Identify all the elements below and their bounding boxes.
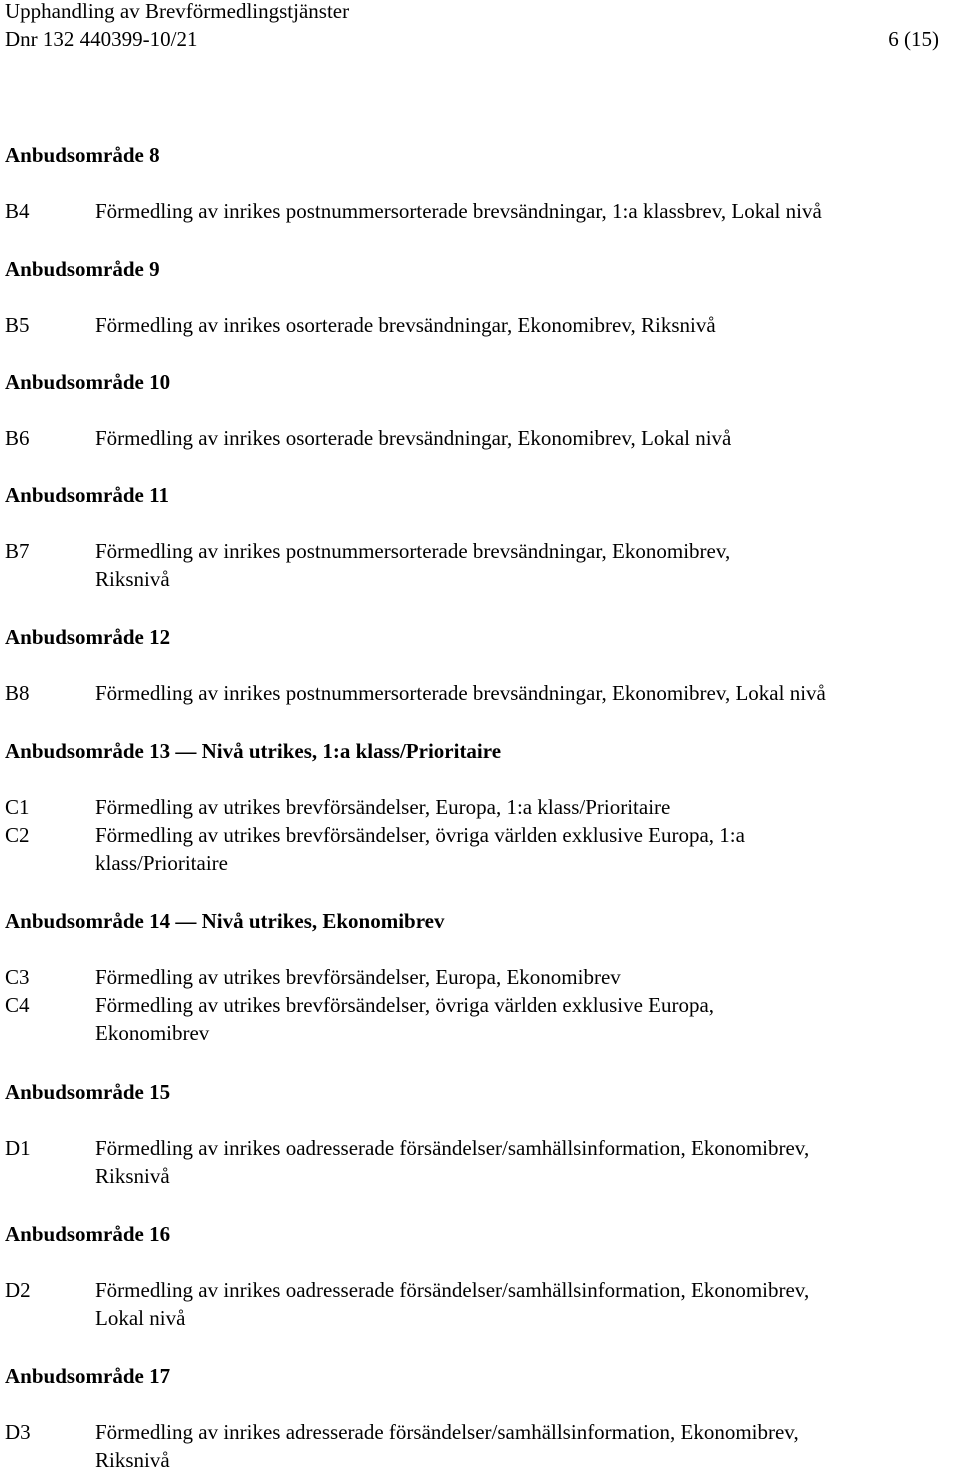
section-entries <box>5 1134 955 1190</box>
section-entries <box>5 311 955 339</box>
service-code: B8 <box>5 681 30 705</box>
service-code: D3 <box>5 1420 31 1444</box>
service-description <box>95 537 955 593</box>
service-description <box>95 963 955 991</box>
service-code: C3 <box>5 965 30 989</box>
description-line: Förmedling av inrikes osorterade brevsändningar, Ekonomibrev, Lokal nivå <box>95 426 732 450</box>
service-entry <box>5 197 955 225</box>
service-code: B6 <box>5 426 30 450</box>
section-heading: Anbudsområde 14 — Nivå utrikes, Ekonomibrev <box>5 909 445 933</box>
service-description <box>95 1134 955 1190</box>
description-line: Förmedling av utrikes brevförsändelser, Europa, Ekonomibrev <box>95 965 621 989</box>
section-heading: Anbudsområde 13 — Nivå utrikes, 1:a klass/Prioritaire <box>5 739 502 763</box>
description-line: Förmedling av inrikes postnummersorterade brevsändningar, 1:a klassbrev, Lokal nivå <box>95 199 822 223</box>
section-entries <box>5 197 955 225</box>
description-line: Ekonomibrev <box>95 1021 210 1045</box>
tender-area-section <box>5 368 955 452</box>
description-line: Förmedling av inrikes postnummersorterade brevsändningar, Ekonomibrev, Lokal nivå <box>95 681 826 705</box>
tender-area-section <box>5 141 955 225</box>
service-description <box>95 793 955 821</box>
tender-area-section <box>5 1220 955 1332</box>
service-entry <box>5 821 955 877</box>
page-number: 6 (15) <box>888 27 939 51</box>
description-line: Förmedling av inrikes postnummersorterade brevsändningar, Ekonomibrev, <box>95 539 731 563</box>
tender-area-section <box>5 481 955 593</box>
tender-area-section <box>5 1078 955 1190</box>
section-heading: Anbudsområde 9 <box>5 257 160 281</box>
section-entries <box>5 963 955 1047</box>
service-description <box>95 991 955 1047</box>
description-line: Riksnivå <box>95 567 170 591</box>
service-entry <box>5 1134 955 1190</box>
service-description <box>95 1418 955 1474</box>
service-code: C1 <box>5 795 30 819</box>
header-title-line <box>5 0 939 25</box>
section-heading: Anbudsområde 12 <box>5 625 171 649</box>
tender-area-section <box>5 255 955 339</box>
service-entry <box>5 679 955 707</box>
description-line: Riksnivå <box>95 1448 170 1472</box>
service-description <box>95 821 955 877</box>
section-heading: Anbudsområde 11 <box>5 483 169 507</box>
tender-area-section <box>5 907 955 1047</box>
service-entry <box>5 424 955 452</box>
section-entries <box>5 424 955 452</box>
section-entries <box>5 793 955 877</box>
header-reference-line <box>5 25 939 53</box>
service-entry <box>5 1418 955 1474</box>
section-entries <box>5 1418 955 1474</box>
service-entry <box>5 991 955 1047</box>
section-entries <box>5 537 955 593</box>
service-entry <box>5 311 955 339</box>
service-description <box>95 1276 955 1332</box>
service-code: C4 <box>5 993 30 1017</box>
service-code: D2 <box>5 1278 31 1302</box>
description-line: Lokal nivå <box>95 1306 186 1330</box>
section-heading: Anbudsområde 17 <box>5 1364 171 1388</box>
service-description <box>95 424 955 452</box>
description-line: Riksnivå <box>95 1164 170 1188</box>
service-code: D1 <box>5 1136 31 1160</box>
tender-area-section <box>5 1362 955 1474</box>
description-line: Förmedling av utrikes brevförsändelser, Europa, 1:a klass/Prioritaire <box>95 795 671 819</box>
document-title: Upphandling av Brevförmedlingstjänster <box>5 0 350 23</box>
service-entry <box>5 1276 955 1332</box>
section-heading: Anbudsområde 10 <box>5 370 171 394</box>
service-code: C2 <box>5 823 30 847</box>
section-heading: Anbudsområde 15 <box>5 1080 171 1104</box>
service-entry <box>5 793 955 821</box>
section-entries <box>5 1276 955 1332</box>
description-line: Förmedling av inrikes oadresserade försändelser/samhällsinformation, Ekonomibrev, <box>95 1136 810 1160</box>
tender-area-section <box>5 623 955 707</box>
service-description <box>95 197 955 225</box>
service-code: B5 <box>5 313 30 337</box>
document-number: Dnr 132 440399-10/21 <box>5 27 198 51</box>
service-description <box>95 679 955 707</box>
service-code: B4 <box>5 199 30 223</box>
service-code: B7 <box>5 539 30 563</box>
page-header <box>5 0 939 53</box>
service-entry <box>5 537 955 593</box>
description-line: Förmedling av inrikes adresserade försändelser/samhällsinformation, Ekonomibrev, <box>95 1420 799 1444</box>
description-line: Förmedling av utrikes brevförsändelser, övriga världen exklusive Europa, <box>95 993 715 1017</box>
description-line: Förmedling av inrikes osorterade brevsändningar, Ekonomibrev, Riksnivå <box>95 313 716 337</box>
section-heading: Anbudsområde 16 <box>5 1222 171 1246</box>
description-line: Förmedling av utrikes brevförsändelser, övriga världen exklusive Europa, 1:a <box>95 823 745 847</box>
service-description <box>95 311 955 339</box>
section-entries <box>5 679 955 707</box>
service-entry <box>5 963 955 991</box>
section-heading: Anbudsområde 8 <box>5 143 160 167</box>
description-line: Förmedling av inrikes oadresserade försändelser/samhällsinformation, Ekonomibrev, <box>95 1278 810 1302</box>
tender-area-section <box>5 737 955 877</box>
description-line: klass/Prioritaire <box>95 851 228 875</box>
